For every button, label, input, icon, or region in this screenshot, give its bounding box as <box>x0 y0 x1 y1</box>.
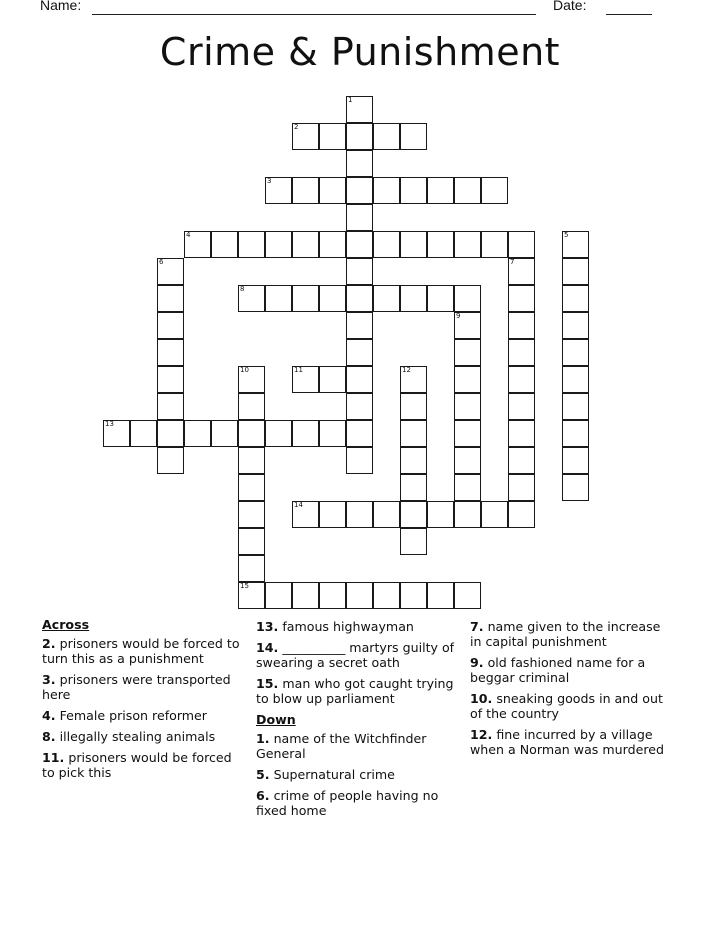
grid-cell[interactable] <box>373 231 400 258</box>
grid-cell[interactable] <box>562 420 589 447</box>
grid-cell[interactable] <box>292 177 319 204</box>
grid-cell[interactable] <box>346 393 373 420</box>
clue-down-1: 1. name of the Witchfinder General <box>256 731 427 761</box>
grid-cell[interactable] <box>508 339 535 366</box>
grid-cell[interactable] <box>238 231 265 258</box>
grid-cell[interactable] <box>427 501 454 528</box>
clue-number: 7 <box>510 258 515 266</box>
clue-across-4: 4. Female prison reformer <box>42 708 207 723</box>
grid-cell[interactable] <box>508 312 535 339</box>
grid-cell[interactable] <box>292 123 319 150</box>
clue-across-8: 8. illegally stealing animals <box>42 729 216 744</box>
grid-cell[interactable] <box>508 393 535 420</box>
clue-number: 4 <box>186 231 191 239</box>
grid-cell[interactable] <box>319 177 346 204</box>
grid-cell[interactable] <box>481 501 508 528</box>
clue-down-7: 7. name given to the increase in capital punishment <box>470 619 661 649</box>
grid-cell[interactable] <box>427 285 454 312</box>
grid-cell[interactable] <box>346 339 373 366</box>
grid-cell[interactable] <box>346 501 373 528</box>
grid-cell[interactable] <box>265 177 292 204</box>
clue-across-15: 15. man who got caught trying to blow up parliament <box>256 676 454 706</box>
grid-cell[interactable] <box>184 231 211 258</box>
grid-cell[interactable] <box>319 582 346 609</box>
grid-cell[interactable] <box>346 96 373 123</box>
grid-cell[interactable] <box>508 285 535 312</box>
grid-cell[interactable] <box>157 447 184 474</box>
grid-cell[interactable] <box>454 177 481 204</box>
grid-cell[interactable] <box>508 231 535 258</box>
grid-cell[interactable] <box>319 501 346 528</box>
grid-cell[interactable] <box>400 123 427 150</box>
date-label: Date: <box>553 0 587 13</box>
grid-cell[interactable] <box>346 582 373 609</box>
grid-cell[interactable] <box>481 231 508 258</box>
grid-cell[interactable] <box>238 366 265 393</box>
grid-cell[interactable] <box>454 312 481 339</box>
grid-cell[interactable] <box>346 285 373 312</box>
grid-cell[interactable] <box>319 123 346 150</box>
grid-cell[interactable] <box>157 420 184 447</box>
grid-cell[interactable] <box>346 150 373 177</box>
clue-down-10: 10. sneaking goods in and out of the country <box>470 691 663 721</box>
grid-cell[interactable] <box>454 420 481 447</box>
clues-column-1 <box>42 615 242 786</box>
clue-across-3: 3. prisoners were transported here <box>42 672 231 702</box>
grid-cell[interactable] <box>346 231 373 258</box>
grid-cell[interactable] <box>454 285 481 312</box>
grid-cell[interactable] <box>400 420 427 447</box>
clue-number: 10 <box>240 366 249 374</box>
grid-cell[interactable] <box>346 420 373 447</box>
grid-cell[interactable] <box>292 231 319 258</box>
grid-cell[interactable] <box>346 123 373 150</box>
grid-cell[interactable] <box>400 177 427 204</box>
clue-down-12: 12. fine incurred by a village when a Norman was murdered <box>470 727 664 757</box>
grid-cell[interactable] <box>184 420 211 447</box>
grid-cell[interactable] <box>427 582 454 609</box>
grid-cell[interactable] <box>238 420 265 447</box>
grid-cell[interactable] <box>238 285 265 312</box>
grid-cell[interactable] <box>508 447 535 474</box>
grid-cell[interactable] <box>454 501 481 528</box>
grid-cell[interactable] <box>319 285 346 312</box>
grid-cell[interactable] <box>157 339 184 366</box>
grid-cell[interactable] <box>454 231 481 258</box>
clue-number: 3 <box>267 177 272 185</box>
grid-cell[interactable] <box>562 339 589 366</box>
grid-cell[interactable] <box>400 501 427 528</box>
grid-cell[interactable] <box>157 366 184 393</box>
grid-cell[interactable] <box>346 366 373 393</box>
grid-cell[interactable] <box>238 474 265 501</box>
clue-number: 8 <box>240 285 245 293</box>
clue-number: 13 <box>105 420 114 428</box>
grid-cell[interactable] <box>562 312 589 339</box>
clue-down-6: 6. crime of people having no fixed home <box>256 788 439 818</box>
grid-cell[interactable] <box>427 177 454 204</box>
grid-cell[interactable] <box>292 285 319 312</box>
grid-cell[interactable] <box>319 420 346 447</box>
grid-cell[interactable] <box>265 285 292 312</box>
grid-cell[interactable] <box>373 177 400 204</box>
clue-down-5: 5. Supernatural crime <box>256 767 395 782</box>
grid-cell[interactable] <box>238 582 265 609</box>
grid-cell[interactable] <box>400 582 427 609</box>
grid-cell[interactable] <box>400 285 427 312</box>
grid-cell[interactable] <box>508 474 535 501</box>
clues-column-3 <box>470 619 670 763</box>
grid-cell[interactable] <box>562 231 589 258</box>
grid-cell[interactable] <box>400 474 427 501</box>
grid-cell[interactable] <box>427 231 454 258</box>
grid-cell[interactable] <box>373 123 400 150</box>
grid-cell[interactable] <box>319 231 346 258</box>
grid-cell[interactable] <box>400 528 427 555</box>
clue-across-11: 11. prisoners would be forced to pick this <box>42 750 232 780</box>
grid-cell[interactable] <box>238 501 265 528</box>
grid-cell[interactable] <box>265 582 292 609</box>
page-title: Crime & Punishment <box>159 30 561 74</box>
grid-cell[interactable] <box>508 258 535 285</box>
grid-cell[interactable] <box>562 258 589 285</box>
grid-cell[interactable] <box>238 555 265 582</box>
grid-cell[interactable] <box>319 366 346 393</box>
grid-cell[interactable] <box>157 312 184 339</box>
grid-cell[interactable] <box>346 447 373 474</box>
grid-cell[interactable] <box>157 285 184 312</box>
grid-cell[interactable] <box>481 177 508 204</box>
grid-cell[interactable] <box>130 420 157 447</box>
grid-cell[interactable] <box>238 528 265 555</box>
grid-cell[interactable] <box>508 366 535 393</box>
grid-cell[interactable] <box>562 366 589 393</box>
grid-cell[interactable] <box>157 393 184 420</box>
grid-cell[interactable] <box>373 582 400 609</box>
clue-number: 6 <box>159 258 164 266</box>
clue-down-9: 9. old fashioned name for a beggar criminal <box>470 655 646 685</box>
grid-cell[interactable] <box>346 258 373 285</box>
grid-cell[interactable] <box>400 366 427 393</box>
grid-cell[interactable] <box>400 447 427 474</box>
grid-cell[interactable] <box>454 393 481 420</box>
clue-number: 15 <box>240 582 249 590</box>
grid-cell[interactable] <box>400 393 427 420</box>
clue-across-14: 14. __________ martyrs guilty of swearing a secret oath <box>256 640 455 670</box>
grid-cell[interactable] <box>373 285 400 312</box>
clue-number: 12 <box>402 366 411 374</box>
grid-cell[interactable] <box>292 420 319 447</box>
grid-cell[interactable] <box>562 393 589 420</box>
grid-cell[interactable] <box>562 447 589 474</box>
grid-cell[interactable] <box>211 231 238 258</box>
grid-cell[interactable] <box>454 447 481 474</box>
grid-cell[interactable] <box>454 339 481 366</box>
grid-cell[interactable] <box>292 582 319 609</box>
grid-cell[interactable] <box>400 231 427 258</box>
grid-cell[interactable] <box>238 393 265 420</box>
grid-cell[interactable] <box>292 366 319 393</box>
down-heading: Down <box>256 712 296 727</box>
grid-cell[interactable] <box>238 447 265 474</box>
clue-number: 11 <box>294 366 303 374</box>
clue-number: 2 <box>294 123 299 131</box>
grid-cell[interactable] <box>508 420 535 447</box>
clue-across-13: 13. famous highwayman <box>256 619 414 634</box>
clues-column-2 <box>256 619 461 824</box>
clue-number: 14 <box>294 501 303 509</box>
grid-cell[interactable] <box>346 177 373 204</box>
grid-cell[interactable] <box>265 231 292 258</box>
clue-across-2: 2. prisoners would be forced to turn this as a punishment <box>42 636 240 666</box>
grid-cell[interactable] <box>265 420 292 447</box>
clue-number: 1 <box>348 96 353 104</box>
grid-cell[interactable] <box>562 474 589 501</box>
grid-cell[interactable] <box>292 501 319 528</box>
clue-number: 5 <box>564 231 569 239</box>
grid-cell[interactable] <box>454 366 481 393</box>
grid-cell[interactable] <box>508 501 535 528</box>
grid-cell[interactable] <box>346 312 373 339</box>
grid-cell[interactable] <box>373 501 400 528</box>
grid-cell[interactable] <box>157 258 184 285</box>
grid-cell[interactable] <box>346 204 373 231</box>
grid-cell[interactable] <box>211 420 238 447</box>
clue-number: 9 <box>456 312 461 320</box>
grid-cell[interactable] <box>103 420 130 447</box>
name-label: Name: <box>40 0 82 13</box>
grid-cell[interactable] <box>562 285 589 312</box>
grid-cell[interactable] <box>454 582 481 609</box>
across-heading: Across <box>42 617 90 632</box>
grid-cell[interactable] <box>454 474 481 501</box>
